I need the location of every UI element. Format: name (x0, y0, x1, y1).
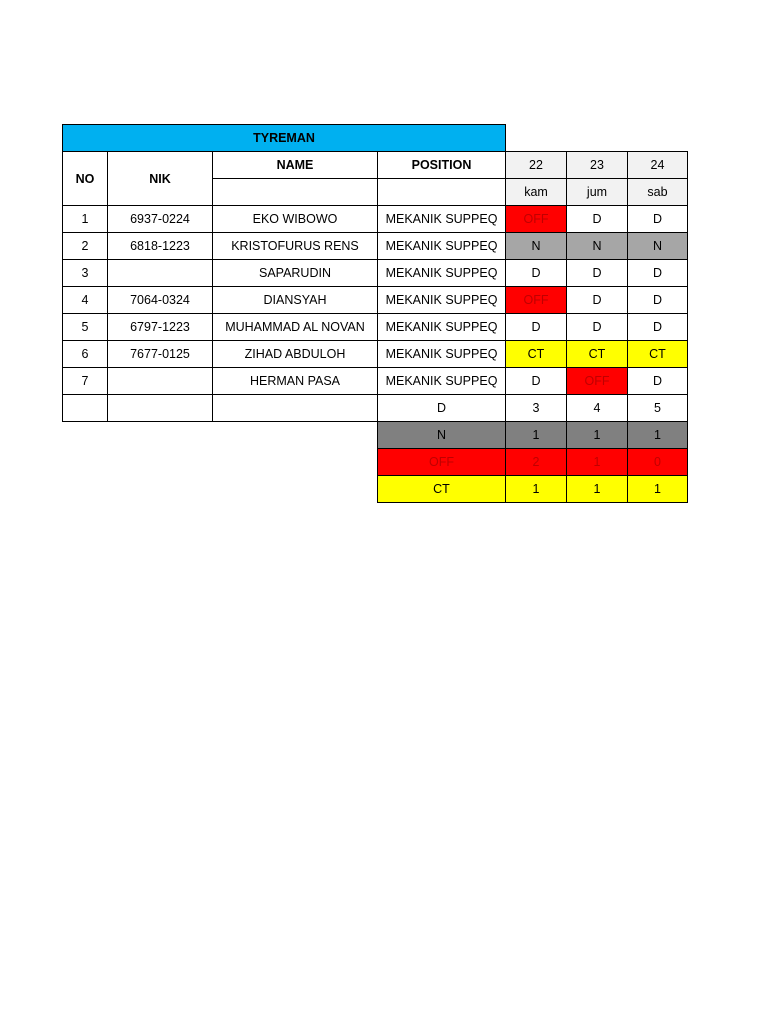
cell-shift[interactable]: D (567, 260, 628, 287)
header-name-sub[interactable] (213, 179, 378, 206)
summary-value[interactable]: 1 (628, 476, 688, 503)
table-row (63, 287, 688, 314)
cell-shift[interactable]: D (628, 314, 688, 341)
summary-value[interactable]: 1 (506, 422, 567, 449)
cell-name[interactable]: HERMAN PASA (213, 368, 378, 395)
summary-row (63, 422, 688, 449)
summary-value[interactable]: 3 (506, 395, 567, 422)
cell-no[interactable]: 5 (63, 314, 108, 341)
header-day-num[interactable]: 24 (628, 152, 688, 179)
header-position[interactable]: POSITION (378, 152, 506, 179)
cell-no[interactable]: 3 (63, 260, 108, 287)
summary-value[interactable]: 1 (567, 422, 628, 449)
summary-value[interactable]: 5 (628, 395, 688, 422)
header-day-name[interactable]: kam (506, 179, 567, 206)
sheet-title[interactable]: TYREMAN (63, 125, 506, 152)
cell-shift[interactable]: D (567, 314, 628, 341)
cell-empty[interactable] (108, 395, 213, 422)
summary-row (63, 449, 688, 476)
header-day-name[interactable]: jum (567, 179, 628, 206)
cell-name[interactable]: KRISTOFURUS RENS (213, 233, 378, 260)
summary-value[interactable]: 1 (567, 476, 628, 503)
cell-position[interactable]: MEKANIK SUPPEQ (378, 206, 506, 233)
cell-shift[interactable]: CT (506, 341, 567, 368)
summary-value[interactable]: 2 (506, 449, 567, 476)
cell-shift[interactable]: D (628, 287, 688, 314)
cell-nik[interactable]: 6818-1223 (108, 233, 213, 260)
cell-shift[interactable]: CT (628, 341, 688, 368)
cell-nik[interactable]: 7677-0125 (108, 341, 213, 368)
table-row (63, 314, 688, 341)
summary-value[interactable]: 1 (628, 422, 688, 449)
cell-shift[interactable]: OFF (506, 287, 567, 314)
cell-no[interactable]: 2 (63, 233, 108, 260)
cell-name[interactable]: EKO WIBOWO (213, 206, 378, 233)
cell-nik[interactable] (108, 368, 213, 395)
summary-value[interactable]: 0 (628, 449, 688, 476)
cell-shift[interactable]: D (567, 206, 628, 233)
summary-label[interactable]: N (378, 422, 506, 449)
cell-position[interactable]: MEKANIK SUPPEQ (378, 287, 506, 314)
table-row (63, 260, 688, 287)
cell-shift[interactable]: OFF (567, 368, 628, 395)
cell-shift[interactable]: D (506, 260, 567, 287)
cell-position[interactable]: MEKANIK SUPPEQ (378, 260, 506, 287)
cell-no[interactable]: 7 (63, 368, 108, 395)
summary-value[interactable]: 1 (506, 476, 567, 503)
cell-shift[interactable]: N (628, 233, 688, 260)
cell-shift[interactable]: D (506, 314, 567, 341)
cell-position[interactable]: MEKANIK SUPPEQ (378, 368, 506, 395)
cell-name[interactable]: ZIHAD ABDULOH (213, 341, 378, 368)
summary-row (63, 395, 688, 422)
cell-shift[interactable]: CT (567, 341, 628, 368)
cell-empty[interactable] (63, 395, 108, 422)
title-row (63, 125, 688, 152)
cell-shift[interactable]: D (628, 260, 688, 287)
summary-label[interactable]: D (378, 395, 506, 422)
cell-no[interactable]: 6 (63, 341, 108, 368)
header-nik[interactable]: NIK (108, 152, 213, 206)
cell-shift[interactable]: N (567, 233, 628, 260)
cell-shift[interactable]: D (628, 368, 688, 395)
header-day-name[interactable]: sab (628, 179, 688, 206)
header-position-sub[interactable] (378, 179, 506, 206)
summary-rows (63, 395, 688, 503)
cell-shift[interactable]: D (628, 206, 688, 233)
cell-nik[interactable]: 6797-1223 (108, 314, 213, 341)
summary-label[interactable]: OFF (378, 449, 506, 476)
cell-shift[interactable]: OFF (506, 206, 567, 233)
table-row (63, 206, 688, 233)
header-no[interactable]: NO (63, 152, 108, 206)
header-day-num[interactable]: 22 (506, 152, 567, 179)
summary-row (63, 476, 688, 503)
cell-nik[interactable]: 7064-0324 (108, 287, 213, 314)
header-day-num[interactable]: 23 (567, 152, 628, 179)
summary-value[interactable]: 1 (567, 449, 628, 476)
cell-no[interactable]: 4 (63, 287, 108, 314)
cell-name[interactable]: SAPARUDIN (213, 260, 378, 287)
schedule-sheet (62, 124, 688, 503)
cell-empty[interactable] (213, 395, 378, 422)
cell-position[interactable]: MEKANIK SUPPEQ (378, 233, 506, 260)
header-name[interactable]: NAME (213, 152, 378, 179)
cell-position[interactable]: MEKANIK SUPPEQ (378, 341, 506, 368)
table-row (63, 233, 688, 260)
cell-shift[interactable]: N (506, 233, 567, 260)
cell-position[interactable]: MEKANIK SUPPEQ (378, 314, 506, 341)
cell-shift[interactable]: D (506, 368, 567, 395)
table-row (63, 341, 688, 368)
cell-no[interactable]: 1 (63, 206, 108, 233)
employee-rows (63, 206, 688, 395)
summary-label[interactable]: CT (378, 476, 506, 503)
cell-name[interactable]: MUHAMMAD AL NOVAN (213, 314, 378, 341)
cell-name[interactable]: DIANSYAH (213, 287, 378, 314)
table-row (63, 368, 688, 395)
header-row-1 (63, 152, 688, 179)
cell-nik[interactable] (108, 260, 213, 287)
summary-value[interactable]: 4 (567, 395, 628, 422)
cell-nik[interactable]: 6937-0224 (108, 206, 213, 233)
cell-shift[interactable]: D (567, 287, 628, 314)
schedule-table (62, 124, 688, 503)
